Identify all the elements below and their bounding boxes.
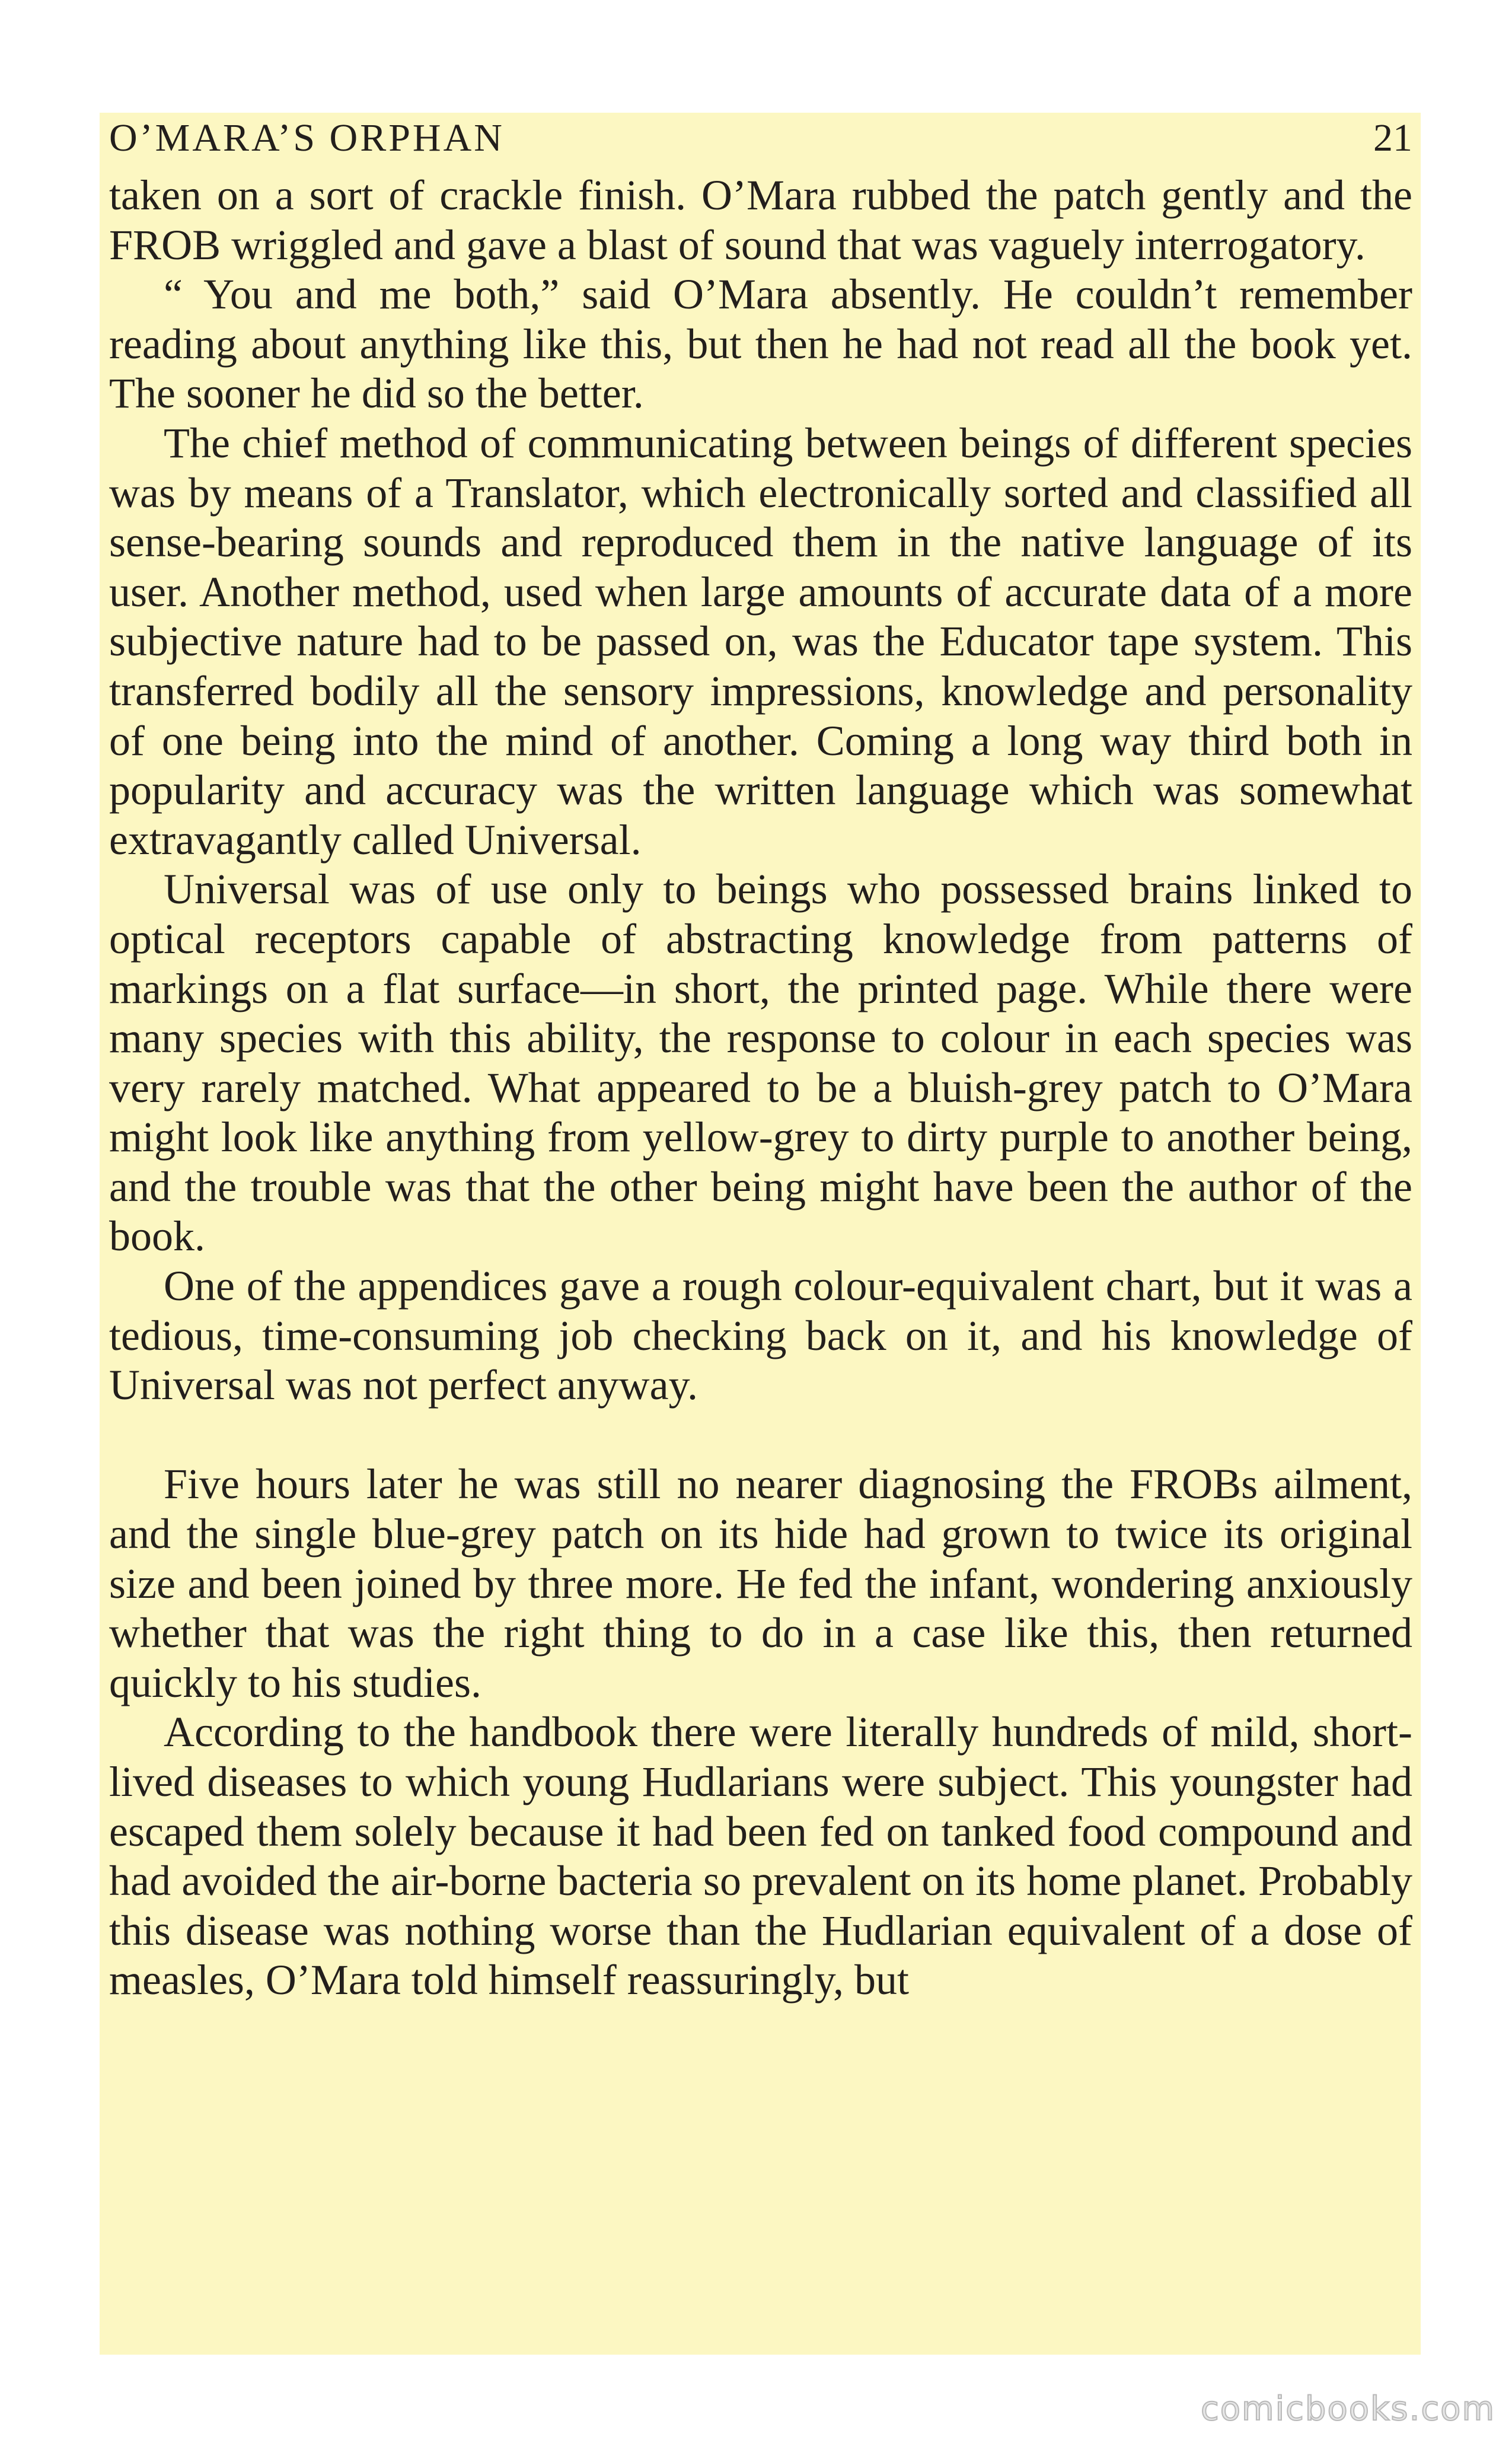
paragraph: One of the appendices gave a rough colour-equivalent chart, but it was a tedious, time-consuming job checking back on it, and his knowledge of Universal was not perfect anyway.	[109, 1262, 1412, 1409]
running-header	[109, 113, 1412, 171]
paragraph: “ You and me both,” said O’Mara absently. He couldn’t remember reading about anything like this, but then he had not read all the book yet. The sooner he did so the better.	[109, 270, 1412, 418]
paragraph: According to the handbook there were literally hundreds of mild, short-lived diseases to which young Hudlarians were subject. This youngster had escaped them solely because it had been fed on tanked food compound and had avoided the air-borne bacteria so prevalent on its home planet. Probably this disease was nothing worse than the Hudlarian equivalent of a dose of measles, O’Mara told himself reassuringly, but	[109, 1708, 1412, 2004]
paragraph: Universal was of use only to beings who possessed brains linked to optical receptors capable of abstracting knowledge from patterns of markings on a flat surface—in short, the printed page. While there were many species with this ability, the response to colour in each species was very rarely matched. What appeared to be a bluish-grey patch to O’Mara might look like anything from yellow-grey to dirty purple to another being, and the trouble was that the other being might have been the author of the book.	[109, 865, 1412, 1260]
paragraph: The chief method of communicating between beings of different species was by means of a Translator, which electronically sorted and classified all sense-bearing sounds and reproduced them in the native language of its user. Another method, used when large amounts of accurate data of a more subjective nature had to be passed on, was the Educator tape system. This transferred bodily all the sensory impressions, knowledge and personality of one being into the mind of another. Coming a long way third both in popularity and accuracy was the written language which was somewhat extravagantly called Universal.	[109, 419, 1412, 864]
site-watermark: comicbooks.com	[1200, 2390, 1495, 2428]
book-page	[100, 113, 1421, 2355]
running-title: O’MARA’S ORPHAN	[109, 116, 505, 160]
section-break	[109, 1410, 1412, 1460]
page-number: 21	[1373, 116, 1412, 160]
paragraph: Five hours later he was still no nearer diagnosing the FROBs ailment, and the single blue-grey patch on its hide had grown to twice its original size and been joined by three more. He fed the infant, wondering anxiously whether that was the right thing to do in a case like this, then returned quickly to his studies.	[109, 1460, 1412, 1706]
paragraph: taken on a sort of crackle finish. O’Mara rubbed the patch gently and the FROB wriggled and gave a blast of sound that was vaguely interrogatory.	[109, 171, 1412, 269]
